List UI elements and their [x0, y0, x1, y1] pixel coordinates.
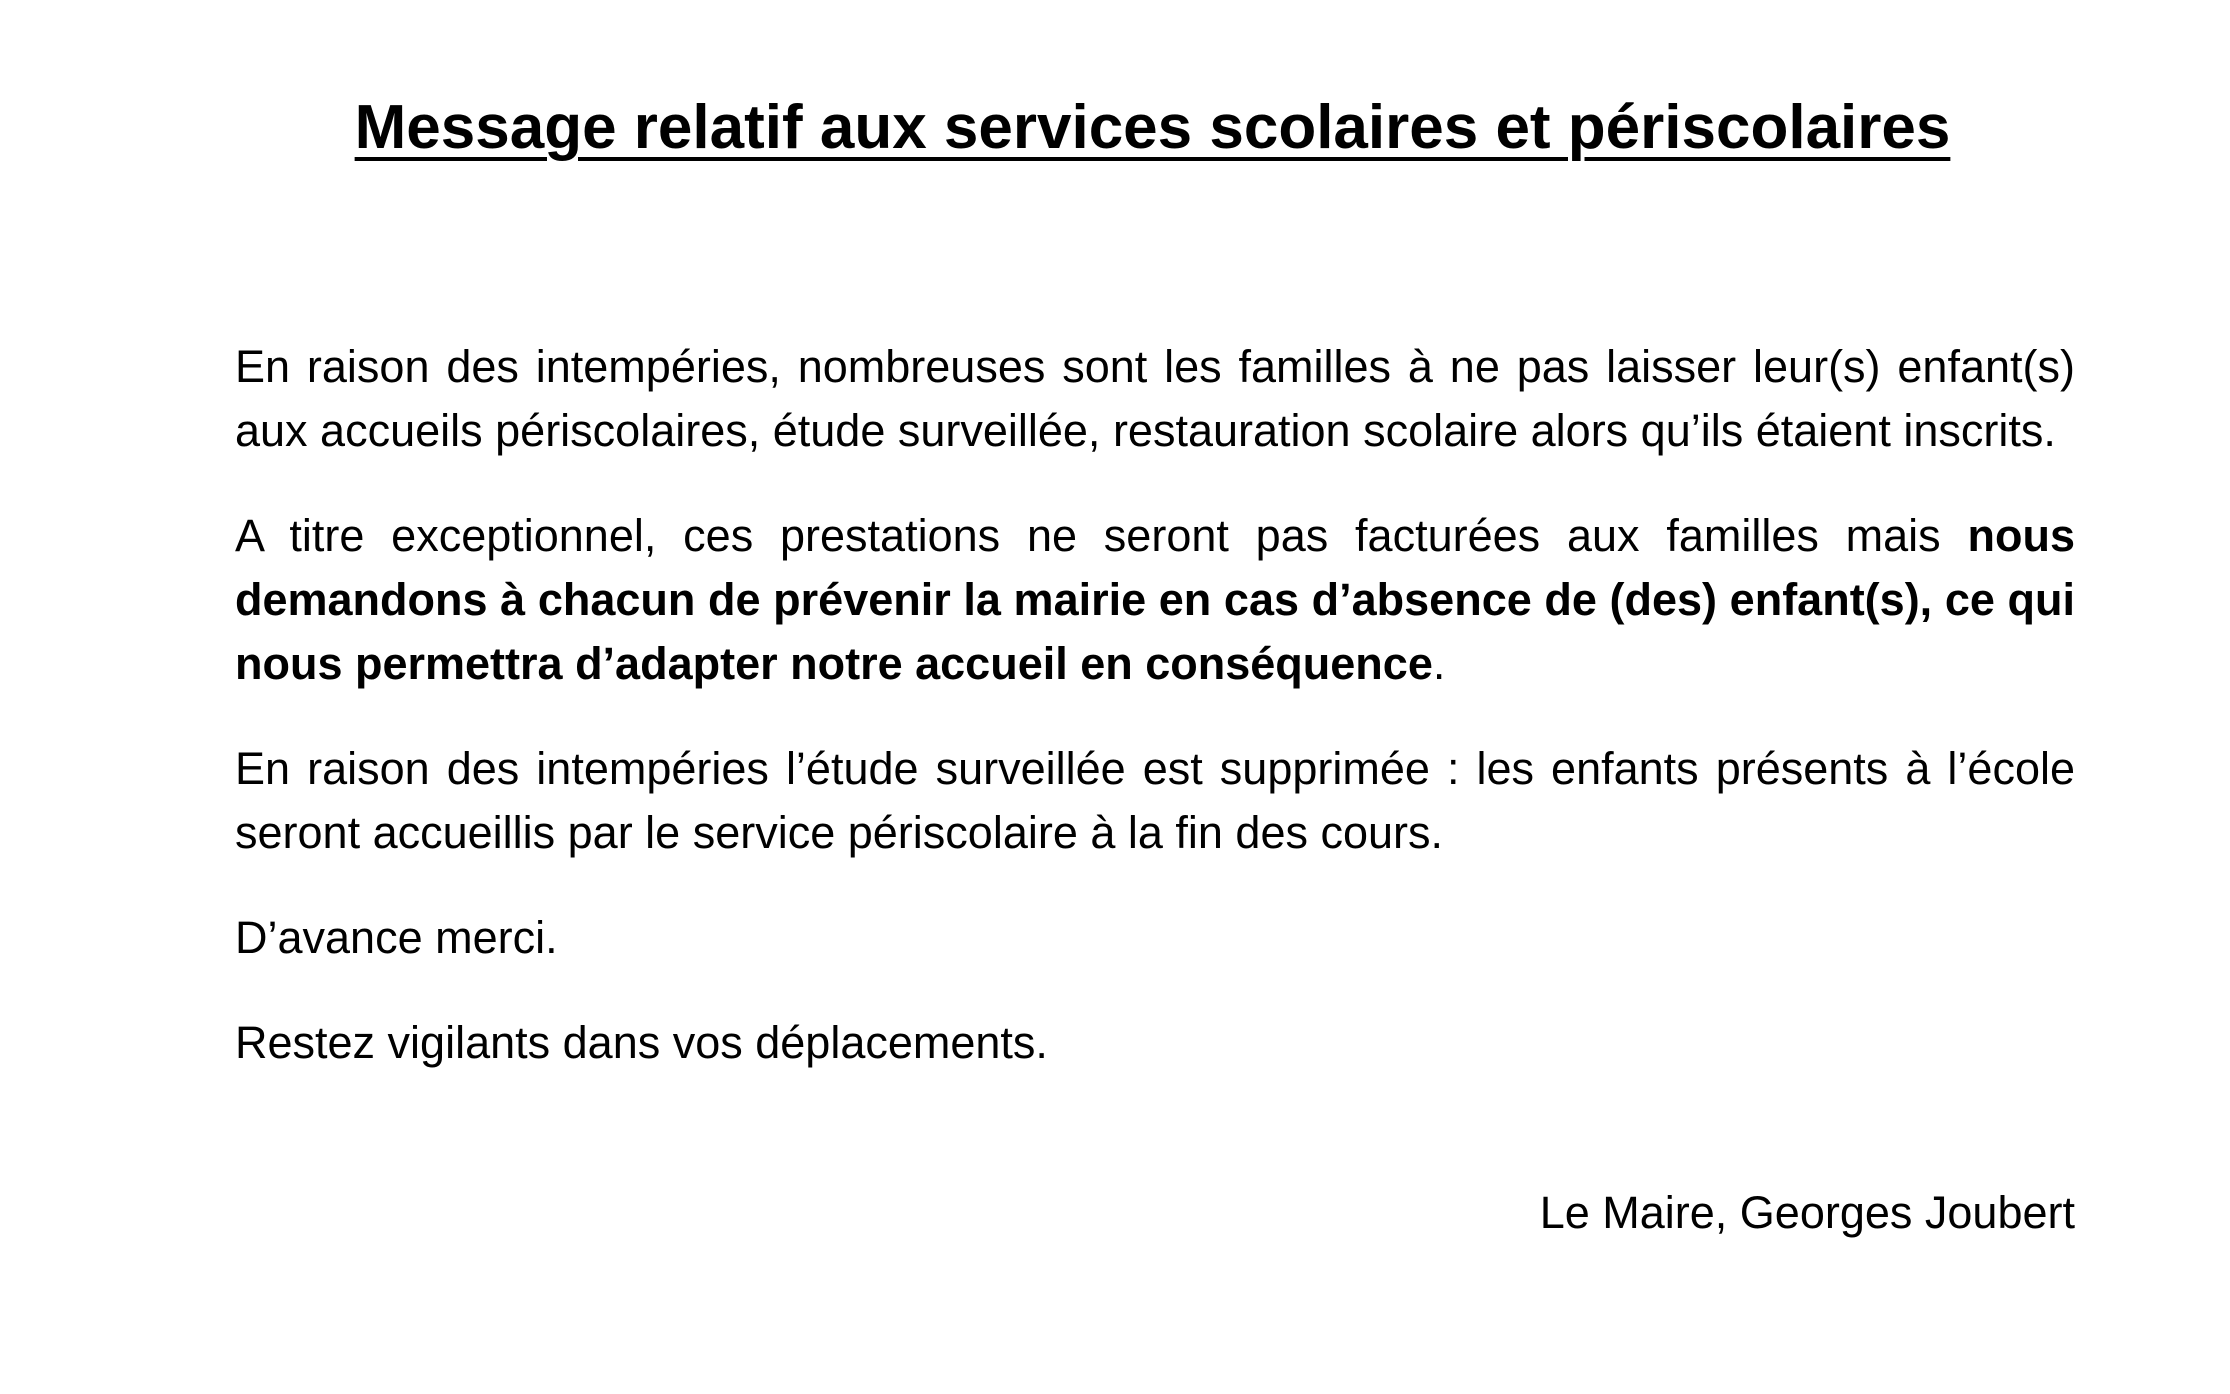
paragraph-vigilance: Restez vigilants dans vos déplacements. [235, 1017, 1048, 1068]
signature: Le Maire, Georges Joubert [1539, 1187, 2075, 1238]
paragraph-intemperies: En raison des intempéries, nombreuses sont les familles à ne pas laisser leur(s) enfant(s) aux accueils périscolaires, étude surveillée, restauration scolaire alors qu’ils étaient inscrits. [235, 341, 2075, 456]
paragraph-facturation [235, 504, 2075, 696]
page-title: Message relatif aux services scolaires et périscolaires [354, 93, 1951, 162]
message-body [235, 335, 2075, 1116]
paragraph-facturation-tail: . [1432, 638, 1446, 689]
paragraph-merci: D’avance merci. [235, 912, 558, 963]
paragraph-etude-supprimee: En raison des intempéries l’étude surveillée est supprimée : les enfants présents à l’école seront accueillis par le service périscolaire à la fin des cours. [235, 743, 2075, 858]
paragraph-facturation-emphasis: nous demandons à chacun de prévenir la mairie en cas d’absence de (des) enfant(s), ce qui nous permettra d’adapter notre accueil en conséquence [235, 510, 2075, 689]
paragraph-facturation-lead: A titre exceptionnel, ces prestations ne seront pas facturées aux familles mais [235, 510, 1968, 561]
